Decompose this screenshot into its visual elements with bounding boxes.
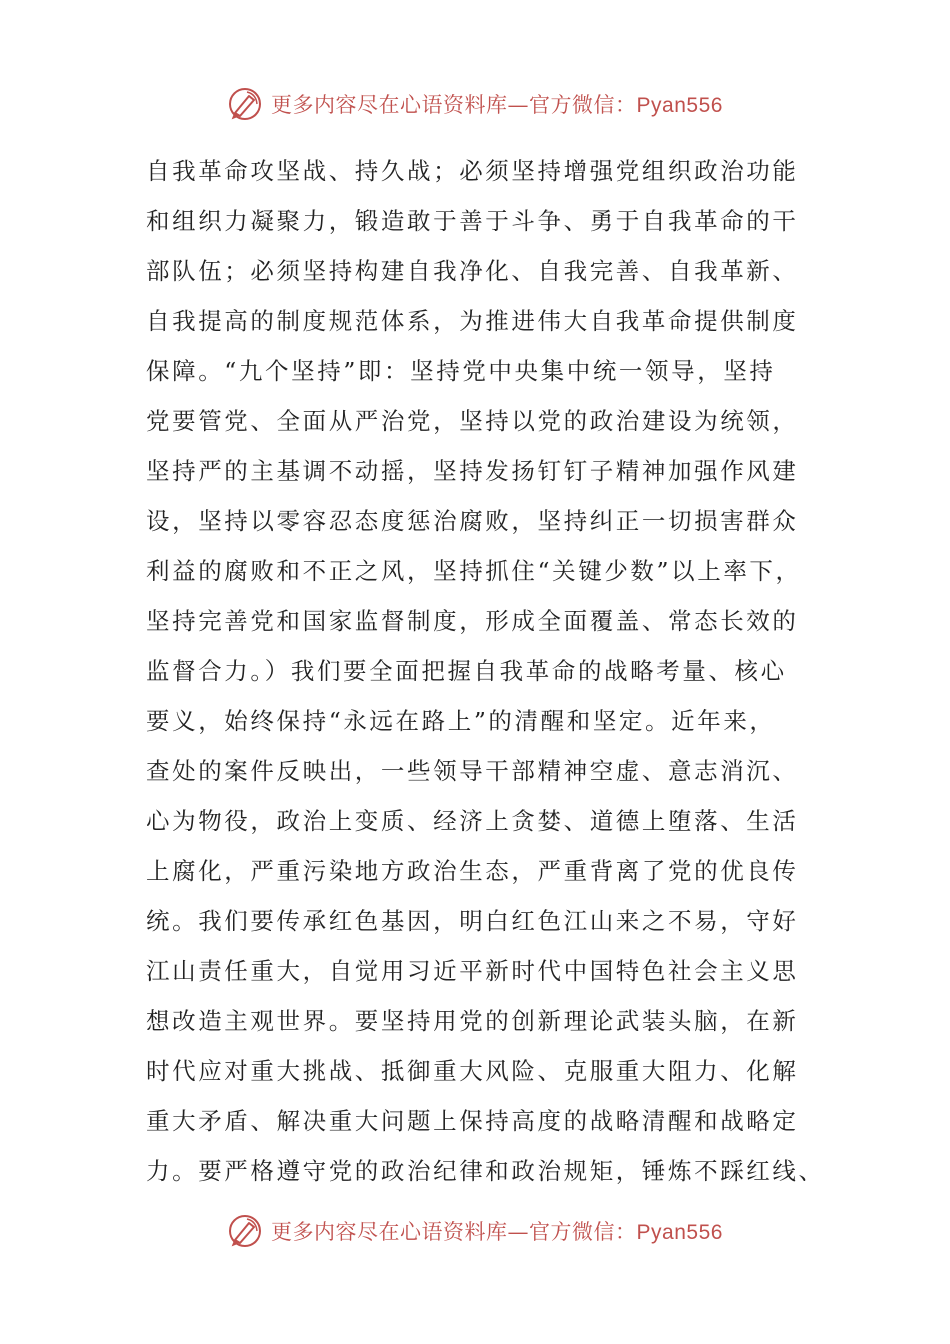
text-line: 坚持完善党和国家监督制度，形成全面覆盖、常态长效的 [146,607,799,635]
text-line: 坚持严的主基调不动摇，坚持发扬钉钉子精神加强作风建 [146,457,799,485]
watermark-wechat-id: Pyan556 [636,94,723,117]
text-line: 监督合力。）我们要全面把握自我革命的战略考量、核心 [146,657,787,685]
text-line: 党要管党、全面从严治党，坚持以党的政治建设为统领， [146,407,799,435]
text-line: 自我革命攻坚战、持久战；必须坚持增强党组织政治功能 [146,157,799,185]
text-line: 力。要严格遵守党的政治纪律和政治规矩，锤炼不踩红线、 [146,1157,825,1185]
text-line: 设，坚持以零容忍态度惩治腐败，坚持纠正一切损害群众 [146,507,799,535]
text-line: 要义，始终保持“永远在路上”的清醒和坚定。近年来， [146,707,776,735]
text-line: 自我提高的制度规范体系，为推进伟大自我革命提供制度 [146,307,799,335]
text-line: 统。我们要传承红色基因，明白红色江山来之不易，守好 [146,907,799,935]
text-line: 查处的案件反映出，一些领导干部精神空虚、意志消沉、 [146,757,799,785]
text-line: 上腐化，严重污染地方政治生态，严重背离了党的优良传 [146,857,799,885]
text-line: 江山责任重大，自觉用习近平新时代中国特色社会主义思 [146,957,799,985]
text-line: 和组织力凝聚力，锻造敢于善于斗争、勇于自我革命的干 [146,207,799,235]
pen-logo-icon [227,86,263,122]
pen-logo-icon [227,1213,263,1249]
watermark-caption: 更多内容尽在心语资料库—官方微信： [271,93,637,117]
text-line: 时代应对重大挑战、抵御重大风险、克服重大阻力、化解 [146,1057,799,1085]
text-line: 部队伍；必须坚持构建自我净化、自我完善、自我革新、 [146,257,799,285]
document-body [146,146,825,1196]
watermark-wechat-id: Pyan556 [636,1221,723,1244]
text-line: 利益的腐败和不正之风，坚持抓住“关键少数”以上率下， [146,557,802,585]
watermark-text [271,89,723,119]
text-line: 保障。“九个坚持”即：坚持党中央集中统一领导，坚持 [146,357,776,385]
watermark-text [271,1216,723,1246]
footer-watermark [0,1211,950,1251]
text-line: 心为物役，政治上变质、经济上贪婪、道德上堕落、生活 [146,807,799,835]
text-line: 想改造主观世界。要坚持用党的创新理论武装头脑，在新 [146,1007,799,1035]
text-line: 重大矛盾、解决重大问题上保持高度的战略清醒和战略定 [146,1107,799,1135]
watermark-caption: 更多内容尽在心语资料库—官方微信： [271,1220,637,1244]
header-watermark [0,84,950,124]
